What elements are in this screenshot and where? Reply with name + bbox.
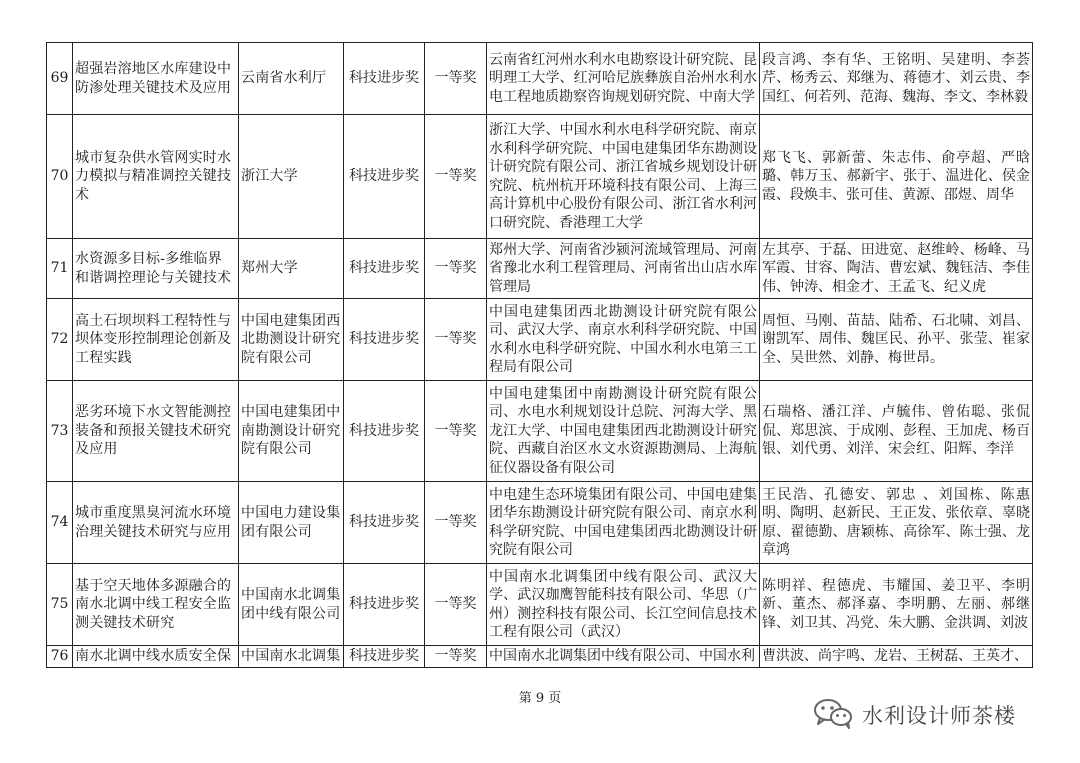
project-name: 南水北调中线水质安全保	[73, 646, 239, 668]
row-number: 73	[47, 381, 73, 482]
award-grade: 一等奖	[425, 43, 487, 115]
table-row	[47, 43, 1033, 115]
table-row	[47, 646, 1033, 668]
nominating-unit: 中国南水北调集团中线有限公司	[239, 564, 344, 646]
completing-people: 郑飞飞、郭新蕾、朱志伟、俞亭超、严晗璐、韩万玉、郝新宇、张于、温进化、侯金霞、段焕丰、张可佳、黄源、邵煜、周华	[760, 115, 1033, 239]
row-number: 75	[47, 564, 73, 646]
nominating-unit: 中国电建集团西北勘测设计研究院有限公司	[239, 299, 344, 381]
nominating-unit: 浙江大学	[239, 115, 344, 239]
completing-people: 王民浩、孔德安、郭忠 、刘国栋、陈惠明、陶明、赵新民、王正发、张依章、辜晓原、翟德勤、唐颖栋、高徐军、陈士强、龙章鸿	[760, 482, 1033, 564]
nominating-unit: 云南省水利厅	[239, 43, 344, 115]
page-number: 第 9 页	[518, 691, 562, 706]
award-grade: 一等奖	[425, 299, 487, 381]
row-number: 70	[47, 115, 73, 239]
completing-units: 中国南水北调集团中线有限公司、武汉大学、武汉珈鹰智能科技有限公司、华思（广州）测控科技有限公司、长江空间信息技术工程有限公司（武汉）	[487, 564, 760, 646]
completing-units: 中国南水北调集团中线有限公司、中国水利	[487, 646, 760, 668]
award-type: 科技进步奖	[344, 482, 425, 564]
table-row	[47, 299, 1033, 381]
row-number: 69	[47, 43, 73, 115]
completing-units: 中国电建集团西北勘测设计研究院有限公司、武汉大学、南京水利科学研究院、中国水利水电科学研究院、中国水利水电第三工程局有限公司	[487, 299, 760, 381]
project-name: 基于空天地体多源融合的南水北调中线工程安全监测关键技术研究	[73, 564, 239, 646]
nominating-unit: 中国电建集团中南勘测设计研究院有限公司	[239, 381, 344, 482]
project-name: 高土石坝坝料工程特性与坝体变形控制理论创新及工程实践	[73, 299, 239, 381]
awards-table	[46, 42, 1033, 668]
table-row	[47, 381, 1033, 482]
award-type: 科技进步奖	[344, 564, 425, 646]
row-number: 74	[47, 482, 73, 564]
completing-people: 石瑞格、潘江洋、卢毓伟、曾佑聪、张侃侃、郑思滨、于成刚、彭程、王加虎、杨百银、刘代勇、刘洋、宋会红、阳辉、李洋	[760, 381, 1033, 482]
nominating-unit: 中国南水北调集	[239, 646, 344, 668]
completing-people: 左其亭、于磊、田进宽、赵维岭、杨峰、马军霞、甘容、陶洁、曹宏斌、魏钰洁、李佳伟、钟涛、相金才、王孟飞、纪义虎	[760, 239, 1033, 299]
award-type: 科技进步奖	[344, 43, 425, 115]
completing-units: 中国电建集团中南勘测设计研究院有限公司、水电水利规划设计总院、河海大学、黑龙江大学、中国电建集团西北勘测设计研究院、西藏自治区水文水资源勘测局、上海航征仪器设备有限公司	[487, 381, 760, 482]
table-row	[47, 564, 1033, 646]
completing-people: 周恒、马刚、苗喆、陆希、石北啸、刘昌、谢凯军、周伟、魏匡民、孙平、张莹、崔家全、吴世然、刘静、梅世昂。	[760, 299, 1033, 381]
completing-people: 陈明祥、程德虎、韦耀国、姜卫平、李明新、董杰、郝泽嘉、李明鹏、左丽、郝继锋、刘卫其、冯党、朱大鹏、金洪调、刘波	[760, 564, 1033, 646]
row-number: 76	[47, 646, 73, 668]
award-type: 科技进步奖	[344, 115, 425, 239]
award-grade: 一等奖	[425, 564, 487, 646]
completing-units: 郑州大学、河南省沙颍河流域管理局、河南省豫北水利工程管理局、河南省出山店水库管理局	[487, 239, 760, 299]
row-number: 71	[47, 239, 73, 299]
award-grade: 一等奖	[425, 482, 487, 564]
award-grade: 一等奖	[425, 646, 487, 668]
nominating-unit: 中国电力建设集团有限公司	[239, 482, 344, 564]
completing-people: 曹洪波、尚宇鸣、龙岩、王树磊、王英才、	[760, 646, 1033, 668]
project-name: 水资源多目标-多维临界和谐调控理论与关键技术	[73, 239, 239, 299]
project-name: 城市复杂供水管网实时水力模拟与精准调控关键技术	[73, 115, 239, 239]
completing-units: 云南省红河州水利水电勘察设计研究院、昆明理工大学、红河哈尼族彝族自治州水利水电工程地质勘察咨询规划研究院、中南大学	[487, 43, 760, 115]
completing-people: 段言鸿、李有华、王铭明、吴建明、李荟芹、杨秀云、郑继为、蒋德才、刘云贵、李国红、何若列、范海、魏海、李文、李林毅	[760, 43, 1033, 115]
wechat-icon	[812, 697, 856, 733]
award-grade: 一等奖	[425, 115, 487, 239]
table-row	[47, 482, 1033, 564]
completing-units: 浙江大学、中国水利水电科学研究院、南京水利科学研究院、中国电建集团华东勘测设计研究院有限公司、浙江省城乡规划设计研究院、杭州杭开环境科技有限公司、上海三高计算机中心股份有限公司、浙江省水利河口研究院、香港理工大学	[487, 115, 760, 239]
completing-units: 中电建生态环境集团有限公司、中国电建集团华东勘测设计研究院有限公司、南京水利科学研究院、中国电建集团西北勘测设计研究院有限公司	[487, 482, 760, 564]
watermark	[812, 698, 1016, 732]
project-name: 城市重度黑臭河流水环境治理关键技术研究与应用	[73, 482, 239, 564]
award-type: 科技进步奖	[344, 299, 425, 381]
row-number: 72	[47, 299, 73, 381]
table-row	[47, 115, 1033, 239]
watermark-text: 水利设计师茶楼	[862, 704, 1016, 728]
project-name: 超强岩溶地区水库建设中防渗处理关键技术及应用	[73, 43, 239, 115]
award-type: 科技进步奖	[344, 239, 425, 299]
award-type: 科技进步奖	[344, 646, 425, 668]
nominating-unit: 郑州大学	[239, 239, 344, 299]
award-grade: 一等奖	[425, 239, 487, 299]
award-grade: 一等奖	[425, 381, 487, 482]
table-row	[47, 239, 1033, 299]
award-type: 科技进步奖	[344, 381, 425, 482]
project-name: 恶劣环境下水文智能测控装备和预报关键技术研究及应用	[73, 381, 239, 482]
